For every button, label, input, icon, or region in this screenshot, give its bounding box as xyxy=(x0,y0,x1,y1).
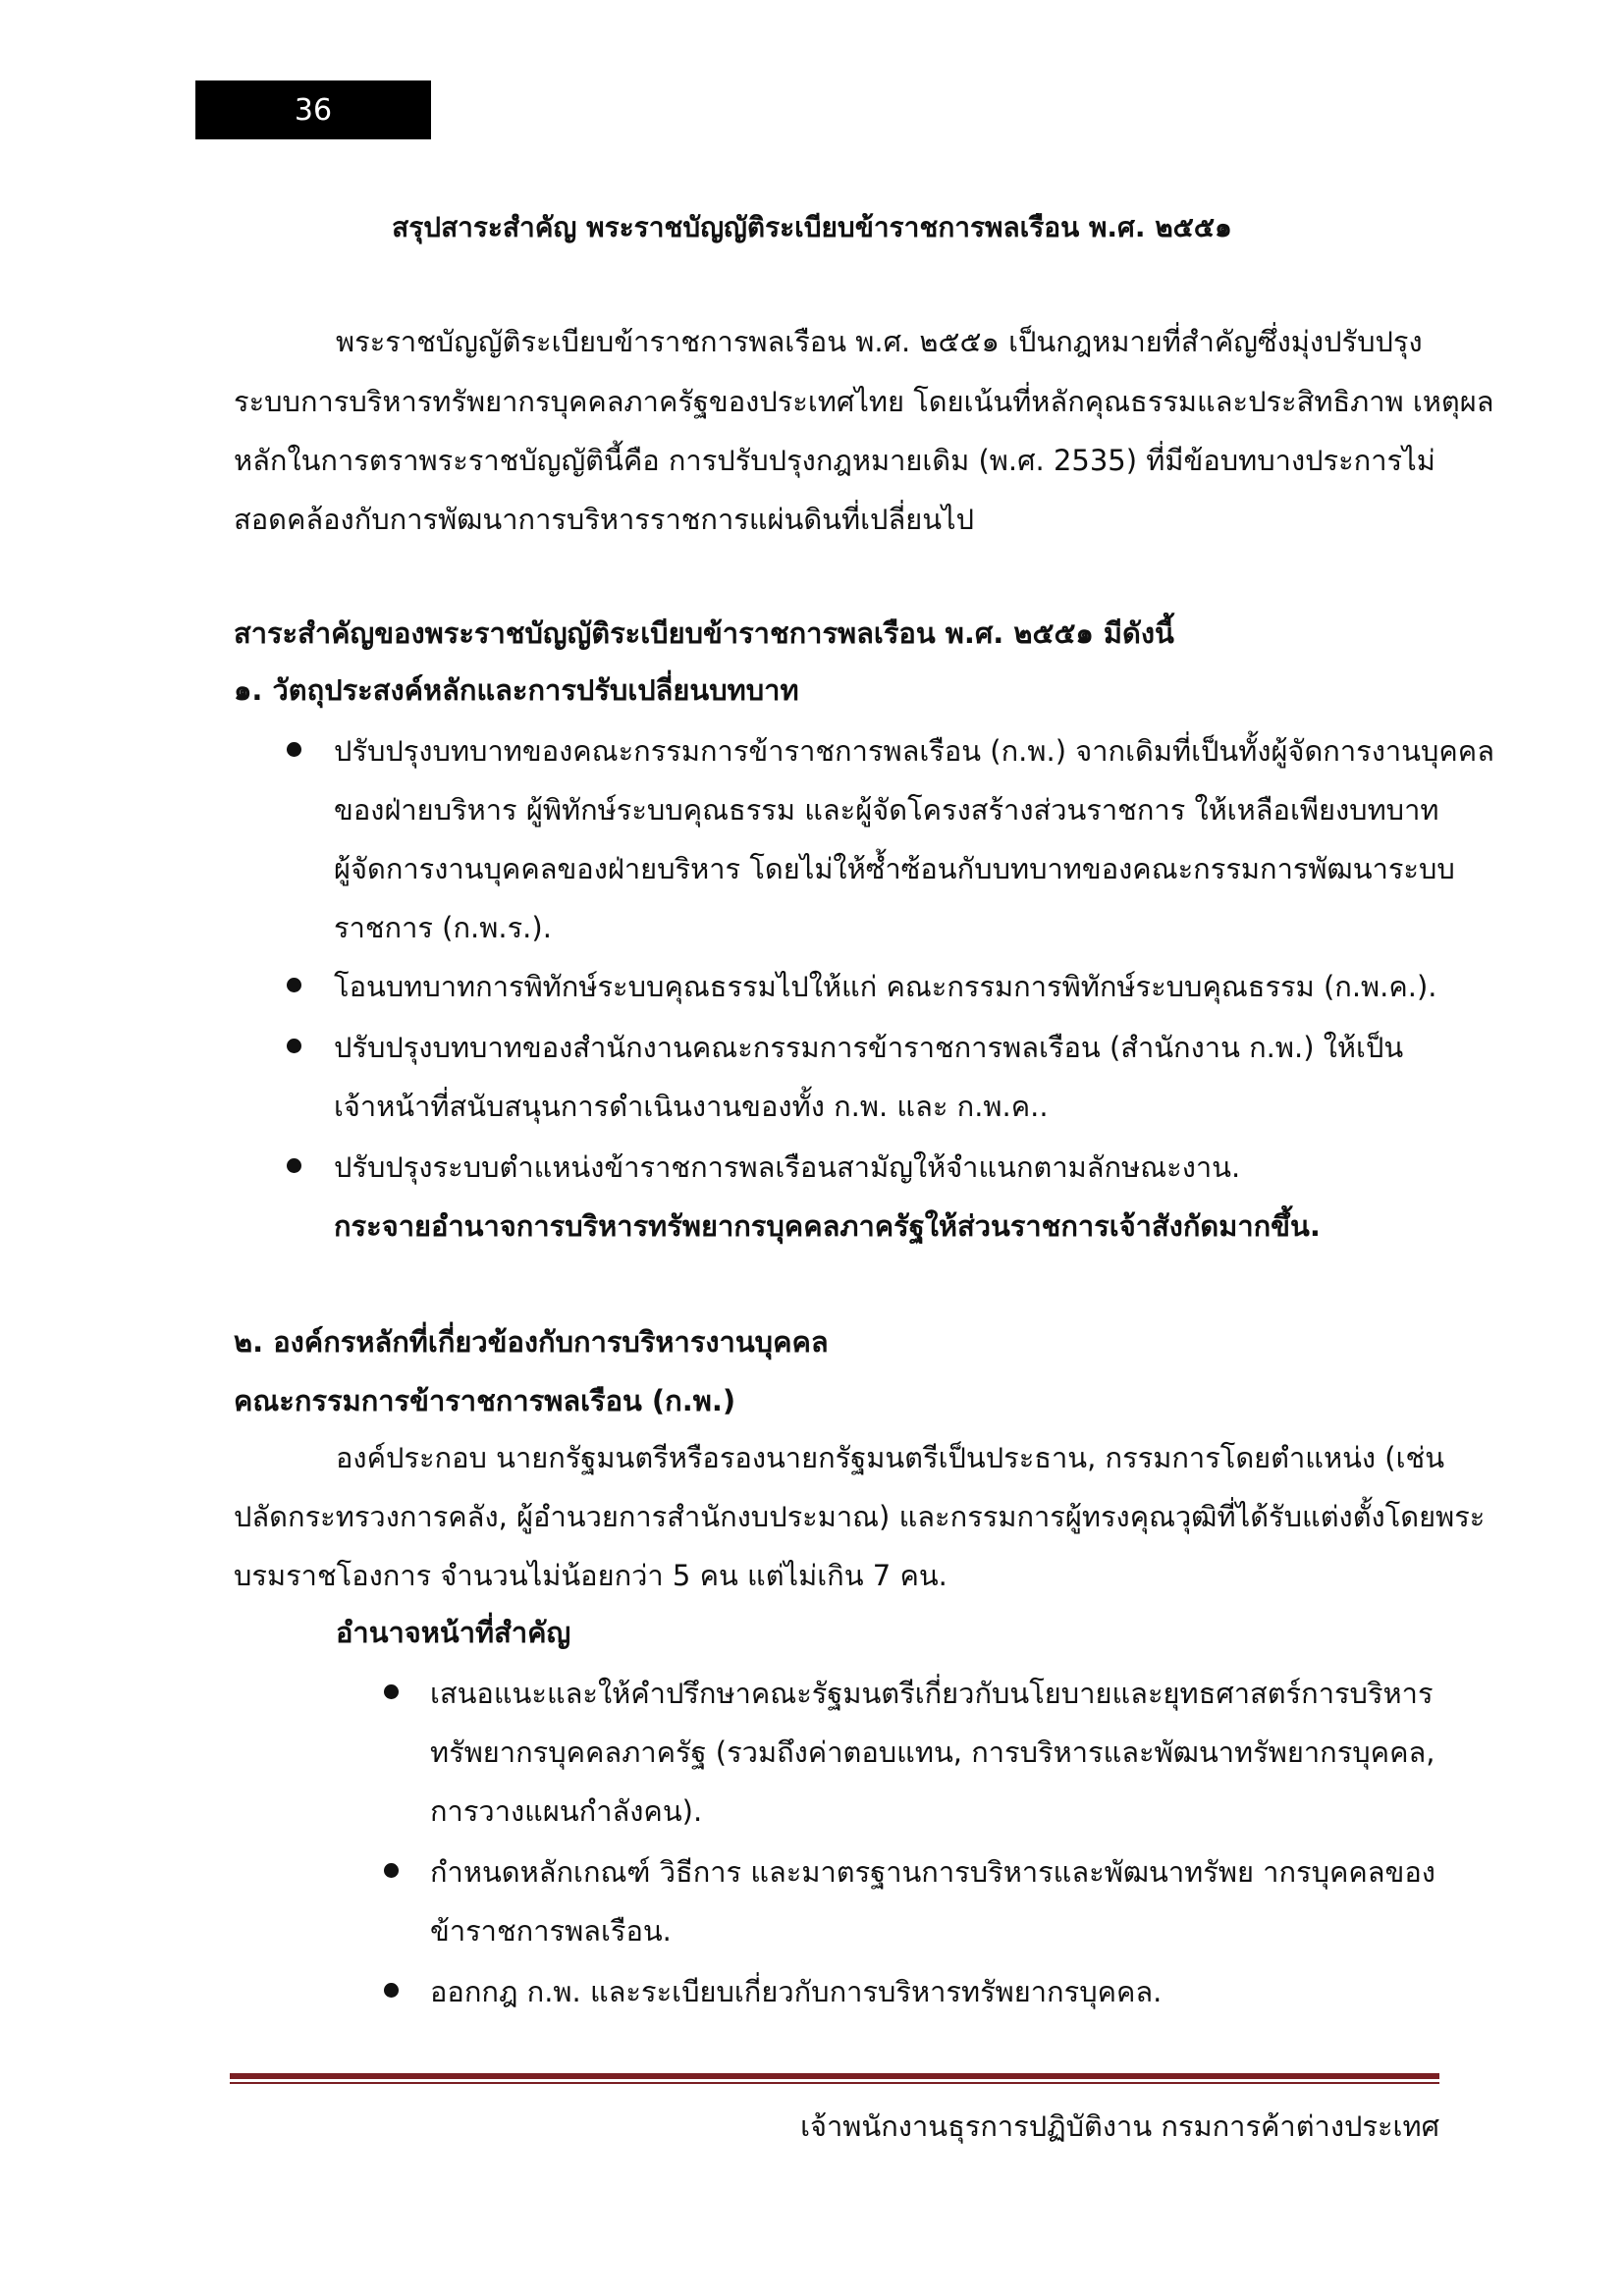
footer-text: เจ้าพนักงานธุรการปฏิบัติงาน กรมการค้าต่างประเทศ xyxy=(800,2109,1439,2143)
intro-line: สอดคล้องกับการพัฒนาการบริหารราชการแผ่นดินที่เปลี่ยนไป xyxy=(234,503,975,536)
section2-subheading: คณะกรรมการข้าราชการพลเรือน (ก.พ.) xyxy=(234,1384,736,1417)
bullet-text: ราชการ (ก.พ.ร.). xyxy=(334,911,552,944)
duty-text: กำหนดหลักเกณฑ์ วิธีการ และมาตรฐานการบริหารและพัฒนาทรัพย ากรบุคคลของ xyxy=(430,1855,1435,1889)
duty-text: เสนอแนะและให้คำปรึกษาคณะรัฐมนตรีเกี่ยวกับนโยบายและยุทธศาสตร์การบริหาร xyxy=(430,1677,1434,1710)
bullet-icon xyxy=(287,1039,301,1053)
bullet-icon xyxy=(287,978,301,992)
composition-line: ปลัดกระทรวงการคลัง, ผู้อำนวยการสำนักงบประมาณ) และกรรมการผู้ทรงคุณวุฒิที่ได้รับแต่งตั้งโดยพระ xyxy=(234,1500,1486,1533)
bullet-text: โอนบทบาทการพิทักษ์ระบบคุณธรรมไปให้แก่ คณะกรรมการพิทักษ์ระบบคุณธรรม (ก.พ.ค.). xyxy=(334,970,1437,1003)
duties-heading: อำนาจหน้าที่สำคัญ xyxy=(336,1616,571,1649)
duty-text: ออกกฎ ก.พ. และระเบียบเกี่ยวกับการบริหารทรัพยากรบุคคล. xyxy=(430,1975,1163,2008)
bullet-icon xyxy=(287,1158,301,1173)
bullet-icon xyxy=(384,1983,399,1998)
section2-heading: ๒. องค์กรหลักที่เกี่ยวข้องกับการบริหารงานบุคคล xyxy=(234,1325,829,1359)
intro-line: หลักในการตราพระราชบัญญัตินี้คือ การปรับปรุงกฎหมายเดิม (พ.ศ. 2535) ที่มีข้อบทบางประการไม่ xyxy=(234,444,1435,477)
decentralization-statement: กระจายอำนาจการบริหารทรัพยากรบุคคลภาครัฐให้ส่วนราชการเจ้าสังกัดมากขึ้น. xyxy=(334,1209,1321,1243)
duty-text: ทรัพยากรบุคคลภาครัฐ (รวมถึงค่าตอบแทน, การบริหารและพัฒนาทรัพยากรบุคคล, xyxy=(430,1735,1435,1769)
footer-rule xyxy=(230,2073,1439,2079)
section1-heading: ๑. วัตถุประสงค์หลักและการปรับเปลี่ยนบทบาท xyxy=(234,673,799,707)
bullet-text: ของฝ่ายบริหาร ผู้พิทักษ์ระบบคุณธรรม และผู้จัดโครงสร้างส่วนราชการ ให้เหลือเพียงบทบาท xyxy=(334,793,1439,827)
document-title: สรุปสาระสำคัญ พระราชบัญญัติระเบียบข้าราชการพลเรือน พ.ศ. ๒๕๕๑ xyxy=(392,211,1232,243)
composition-line: องค์ประกอบ นายกรัฐมนตรีหรือรองนายกรัฐมนตรีเป็นประธาน, กรรมการโดยตำแหน่ง (เช่น xyxy=(336,1441,1445,1474)
bullet-text: เจ้าหน้าที่สนับสนุนการดำเนินงานของทั้ง ก.พ. และ ก.พ.ค.. xyxy=(334,1090,1049,1123)
bullet-text: ผู้จัดการงานบุคคลของฝ่ายบริหาร โดยไม่ให้ซ้ำซ้อนกับบทบาทของคณะกรรมการพัฒนาระบบ xyxy=(334,852,1455,885)
page-number-box xyxy=(195,80,431,139)
bullet-icon xyxy=(384,1684,399,1699)
intro-line: ระบบการบริหารทรัพยากรบุคคลภาครัฐของประเทศไทย โดยเน้นที่หลักคุณธรรมและประสิทธิภาพ เหตุผล xyxy=(234,385,1494,418)
page-number: 36 xyxy=(294,92,333,128)
composition-line: บรมราชโองการ จำนวนไม่น้อยกว่า 5 คน แต่ไม่เกิน 7 คน. xyxy=(234,1559,947,1592)
footer-rule-thin xyxy=(230,2082,1439,2084)
duty-text: ข้าราชการพลเรือน. xyxy=(430,1914,672,1948)
bullet-text: ปรับปรุงบทบาทของคณะกรรมการข้าราชการพลเรือน (ก.พ.) จากเดิมที่เป็นทั้งผู้จัดการงานบุคคล xyxy=(334,734,1494,768)
bullet-icon xyxy=(384,1863,399,1878)
intro-line: พระราชบัญญัติระเบียบข้าราชการพลเรือน พ.ศ. ๒๕๕๑ เป็นกฎหมายที่สำคัญซึ่งมุ่งปรับปรุง xyxy=(336,325,1423,358)
bullet-icon xyxy=(287,742,301,757)
bullet-text: ปรับปรุงระบบตำแหน่งข้าราชการพลเรือนสามัญให้จำแนกตามลักษณะงาน. xyxy=(334,1150,1241,1184)
bullet-text: ปรับปรุงบทบาทของสำนักงานคณะกรรมการข้าราชการพลเรือน (สำนักงาน ก.พ.) ให้เป็น xyxy=(334,1031,1404,1064)
duty-text: การวางแผนกำลังคน). xyxy=(430,1794,703,1828)
summary-heading: สาระสำคัญของพระราชบัญญัติระเบียบข้าราชการพลเรือน พ.ศ. ๒๕๕๑ มีดังนี้ xyxy=(234,616,1174,650)
